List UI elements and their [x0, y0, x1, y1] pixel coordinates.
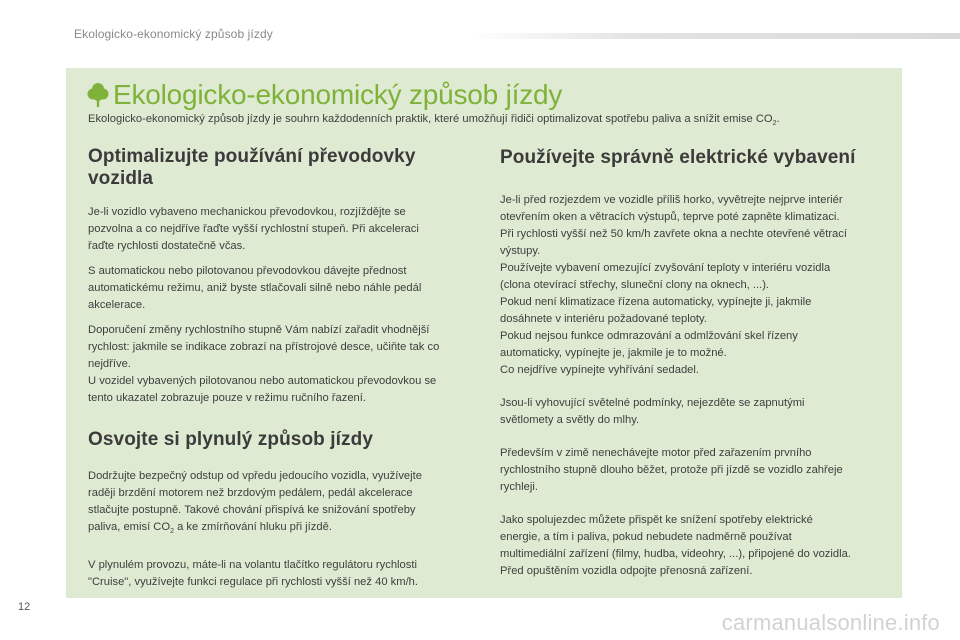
header-rule — [470, 33, 960, 39]
heading-gearbox: Optimalizujte používání převodovky vozidla — [88, 146, 416, 189]
watermark: carmanualsonline.info — [721, 610, 940, 635]
paragraph-cruise-control: V plynulém provozu, máte-li na volantu tlačítko regulátoru rychlosti "Cruise", využívejte funkci regulace při rychlosti vyšší než 40 km/h. — [88, 559, 419, 589]
paragraph-winter-engine: Především v zimě nenechávejte motor před zařazením prvního rychlostního stupně dlouho běžet, protože při jízdě se vozidlo zahřeje rychleji. — [500, 447, 843, 493]
left-column — [88, 146, 478, 591]
page-title-text: Ekologicko-ekonomický způsob jízdy — [113, 79, 563, 110]
paragraph-automatic-gearbox: S automatickou nebo pilotovanou převodovkou dávejte přednost automatickému režimu, aniž byste stlačovali silně nebo náhle pedál akcelerace. — [88, 265, 422, 311]
intro-text: Ekologicko-ekonomický způsob jízdy je souhrn každodenních praktik, které umožňují řidiči optimalizovat spotřebu paliva a snížit emise $CO_2$. — [88, 113, 780, 128]
paragraph-air-conditioning: Je-li před rozjezdem ve vozidle příliš horko, vyvětrejte nejprve interiér otevřením oken a větracích výstupů, teprve poté zapněte klimatizaci. Při rychlosti vyšší než 50 km/h zavřete okna a nechte otevřené větrací výstupy. Používejte vybavení omezující zvyšování teploty v interiéru vozidla (clona otevírací střechy, sluneční clony na oknech, ...). Pokud není klimatizace řízena automaticky, vypínejte ji, jakmile dosáhnete v interiéru požadované teploty. Pokud nejsou funkce odmrazování a odmlžování skel řízeny automaticky, vypínejte je, jakmile je to možné. Co nejdříve vypínejte vyhřívání sedadel. — [500, 194, 847, 376]
running-header: Ekologicko-ekonomický způsob jízdy — [74, 27, 273, 41]
paragraph-safe-distance: Dodržujte bezpečný odstup od vpředu jedoucího vozidla, využívejte raději brzdění motorem než brzdovým pedálem, pedál akcelerace stlačujte postupně. Takové chování přispívá ke snižování spotřeby paliva, emisí $CO_2$ a ke zmírňování hluku při jízdě. — [88, 470, 422, 536]
heading-electrical-equipment: Používejte správně elektrické vybavení — [500, 147, 856, 168]
paragraph-gear-shift-indicator: Doporučení změny rychlostního stupně Vám nabízí zařadit vhodnější rychlost: jakmile se indikace zobrazí na přístrojové desce, učiňte tak co nejdříve. U vozidel vybavených pilotovanou nebo automatickou převodovkou se tento ukazatel zobrazuje pouze v režimu ručního řazení. — [88, 324, 440, 404]
tree-icon — [87, 82, 109, 108]
right-column — [500, 147, 890, 580]
co2-subscript: 2 — [772, 120, 777, 128]
paragraph-lights: Jsou-li vyhovující světelné podmínky, nejezděte se zapnutými světlomety a světly do mlhy. — [500, 397, 805, 426]
paragraph-manual-gearbox: Je-li vozidlo vybaveno mechanickou převodovkou, rozjíždějte se pozvolna a co nejdříve řaďte vyšší rychlostní stupeň. Při akceleraci řaďte rychlosti dostatečně včas. — [88, 206, 419, 252]
paragraph-passenger-devices: Jako spolujezdec můžete přispět ke snížení spotřeby elektrické energie, a tím i paliva, pokud nebudete nadměrně používat multimediální zařízení (filmy, hudba, videohry, ...), připojené do vozidla. Před opuštěním vozidla odpojte přenosná zařízení. — [500, 514, 851, 577]
page-number: 12 — [18, 601, 31, 613]
heading-smooth-driving: Osvojte si plynulý způsob jízdy — [88, 429, 373, 450]
page-title — [87, 77, 562, 113]
